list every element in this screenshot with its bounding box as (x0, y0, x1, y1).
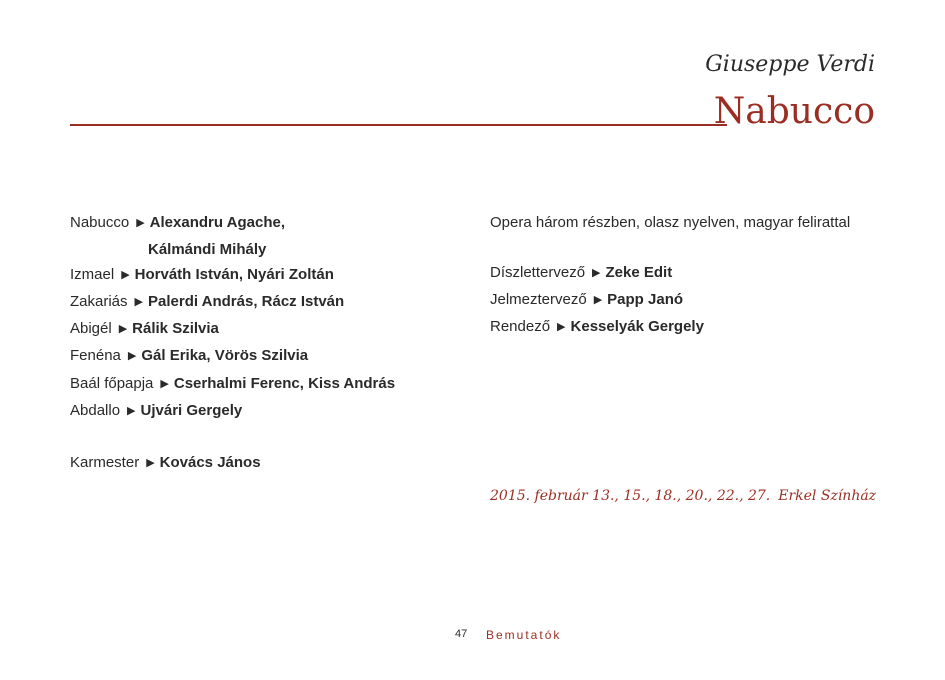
triangle-right-icon: ▶ (127, 350, 137, 363)
production-info (490, 210, 890, 341)
cast-row-abdallo (70, 398, 450, 425)
crew-role: Rendező (490, 318, 551, 336)
cast-artist: Gál Erika, Vörös Szilvia (141, 347, 309, 365)
triangle-right-icon: ▶ (146, 456, 155, 469)
cast-row-zakarias (70, 289, 450, 316)
triangle-right-icon: ▶ (136, 217, 145, 229)
cast-role: Fenéna (70, 347, 121, 365)
triangle-right-icon: ▶ (557, 321, 566, 334)
triangle-right-icon: ▶ (127, 404, 136, 417)
cast-role: Abigél (70, 320, 112, 338)
cast-artist: Cserhalmi Ferenc, Kiss András (173, 374, 396, 392)
spacer (70, 425, 450, 450)
opera-description: Opera három részben, olasz nyelven, magyar felirattal (490, 214, 851, 231)
cast-role: Izmael (70, 266, 115, 284)
cast-role: Abdallo (70, 401, 121, 419)
crew-row-set-designer (490, 260, 890, 287)
cast-role: Zakariás (70, 293, 128, 311)
cast-artist: Horváth István, Nyári Zoltán (134, 266, 334, 284)
crew-role: Jelmeztervező (490, 291, 587, 309)
performance-dates (490, 488, 876, 504)
cast-list (70, 210, 450, 477)
composer-name: Giuseppe Verdi (705, 52, 875, 77)
cast-artist-continued: Kálmándi Mihály (148, 241, 267, 259)
venue-name: Erkel Színház (778, 488, 877, 504)
opera-title: Nabucco (713, 91, 875, 132)
triangle-right-icon: ▶ (118, 323, 128, 336)
triangle-right-icon: ▶ (134, 296, 143, 309)
cast-artist: Palerdi András, Rácz István (148, 293, 345, 311)
cast-artist: Alexandru Agache, (149, 214, 285, 231)
conductor-row (70, 450, 450, 477)
section-name: Bemutatók (486, 628, 562, 642)
triangle-right-icon: ▶ (160, 377, 169, 390)
cast-row-nabucco (70, 210, 450, 237)
cast-role: Baál főpapja (70, 374, 154, 392)
cast-row-baal-fopapja (70, 371, 450, 398)
triangle-right-icon: ▶ (593, 294, 603, 307)
conductor-artist: Kovács János (159, 453, 261, 471)
cast-row-abigel (70, 316, 450, 343)
dates-text: 2015. február 13., 15., 18., 20., 22., 27. (490, 488, 771, 504)
cast-artist: Rálik Szilvia (132, 320, 219, 338)
triangle-right-icon: ▶ (121, 269, 130, 282)
crew-artist: Kesselyák Gergely (570, 318, 704, 336)
crew-artist: Papp Janó (607, 291, 684, 309)
cast-artist: Ujvári Gergely (140, 401, 243, 419)
page-number: 47 (455, 628, 468, 640)
spacer (490, 235, 890, 260)
crew-row-costume-designer (490, 287, 890, 314)
cast-row-izmael (70, 262, 450, 289)
crew-row-director (490, 314, 890, 341)
crew-role: Díszlettervező (490, 264, 586, 282)
title-rule (70, 124, 727, 126)
triangle-right-icon: ▶ (592, 267, 601, 280)
crew-artist: Zeke Edit (605, 264, 673, 282)
cast-row-fenena (70, 343, 450, 370)
cast-role: Nabucco (70, 214, 130, 231)
conductor-role: Karmester (70, 453, 140, 471)
